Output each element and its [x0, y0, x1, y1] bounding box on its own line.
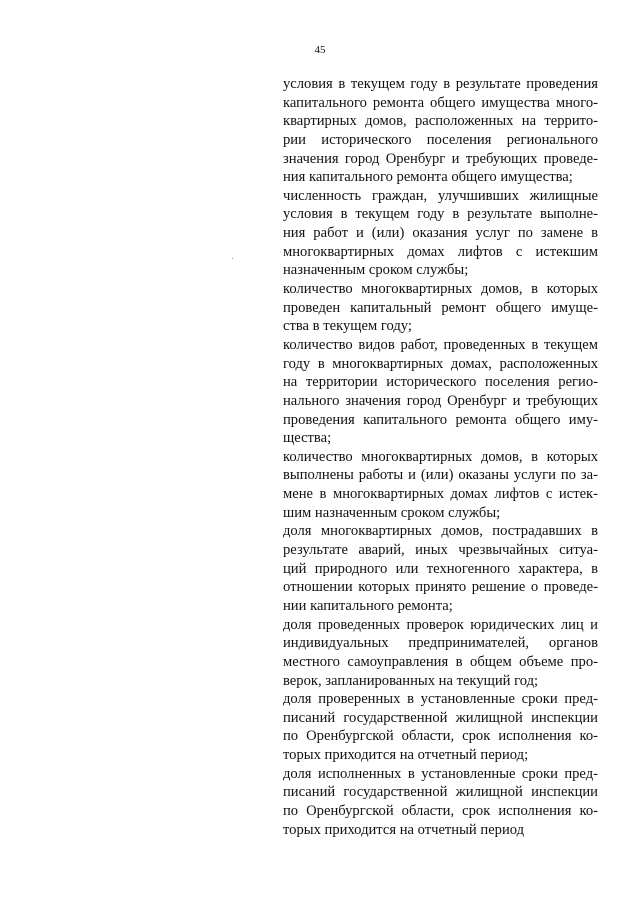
body-text-column [283, 75, 598, 839]
text-line: количество видов работ, проведенных в текущем [283, 336, 598, 353]
text-line: рии исторического поселения регионального [283, 131, 598, 148]
text-line: назначенным сроком службы; [283, 262, 469, 279]
text-line: нии капитального ремонта; [283, 597, 453, 614]
text-line: ния работ и (или) оказания услуг по замене в [283, 225, 598, 242]
text-line: условия в текущем году в результате выполне- [283, 206, 598, 223]
text-line: местного самоуправления в общем объеме про- [283, 653, 598, 670]
text-line: количество многоквартирных домов, в которых [283, 281, 598, 298]
text-line: ния капитального ремонта общего имущества; [283, 169, 573, 186]
text-line: проведения капитального ремонта общего иму- [283, 411, 598, 428]
text-line: квартирных домов, расположенных на террито- [283, 113, 598, 130]
text-line: по Оренбургской области, срок исполнения ко- [283, 728, 598, 745]
text-line: щества; [283, 430, 332, 447]
text-line: торых приходится на отчетный период; [283, 747, 529, 764]
text-line: выполнены работы и (или) оказаны услуги по за- [283, 467, 598, 484]
text-line: торых приходится на отчетный период [283, 821, 525, 838]
text-line: значения город Оренбург и требующих проведе- [283, 150, 598, 167]
text-line: отношении которых принято решение о проведе- [283, 579, 598, 596]
text-line: численность граждан, улучшивших жилищные [283, 187, 598, 204]
text-line: индивидуальных предпринимателей, органов [283, 635, 598, 652]
text-line: ций природного или техногенного характера, в [283, 560, 598, 577]
text-line: доля многоквартирных домов, пострадавших в [283, 523, 598, 540]
text-line: проведен капитальный ремонт общего имуще- [283, 299, 598, 316]
text-line: писаний государственной жилищной инспекции [283, 709, 598, 726]
text-line: доля проведенных проверок юридических лиц и [283, 616, 598, 633]
text-line: доля проверенных в установленные сроки пред- [283, 691, 598, 708]
text-line: доля исполненных в установленные сроки пред- [283, 765, 598, 782]
text-line: писаний государственной жилищной инспекции [283, 784, 598, 801]
text-line: количество многоквартирных домов, в которых [283, 448, 598, 465]
text-line: условия в текущем году в результате проведения [283, 76, 598, 92]
text-line: нального значения город Оренбург и требующих [283, 392, 598, 409]
text-line: мене в многоквартирных домах лифтов с истек- [283, 486, 598, 503]
text-line: капитального ремонта общего имущества много- [283, 94, 598, 111]
scan-speck [232, 258, 233, 259]
text-line: на территории исторического поселения регио- [283, 374, 598, 391]
text-line: шим назначенным сроком службы; [283, 504, 501, 521]
text-line: по Оренбургской области, срок исполнения ко- [283, 802, 598, 819]
text-line: верок, запланированных на текущий год; [283, 672, 539, 689]
text-line: результате аварий, иных чрезвычайных ситуа- [283, 542, 598, 559]
text-line: ства в текущем году; [283, 318, 412, 335]
text-line: году в многоквартирных домах, расположенных [283, 355, 598, 372]
page-number: 45 [314, 44, 326, 56]
text-line: многоквартирных домах лифтов с истекшим [283, 243, 598, 260]
